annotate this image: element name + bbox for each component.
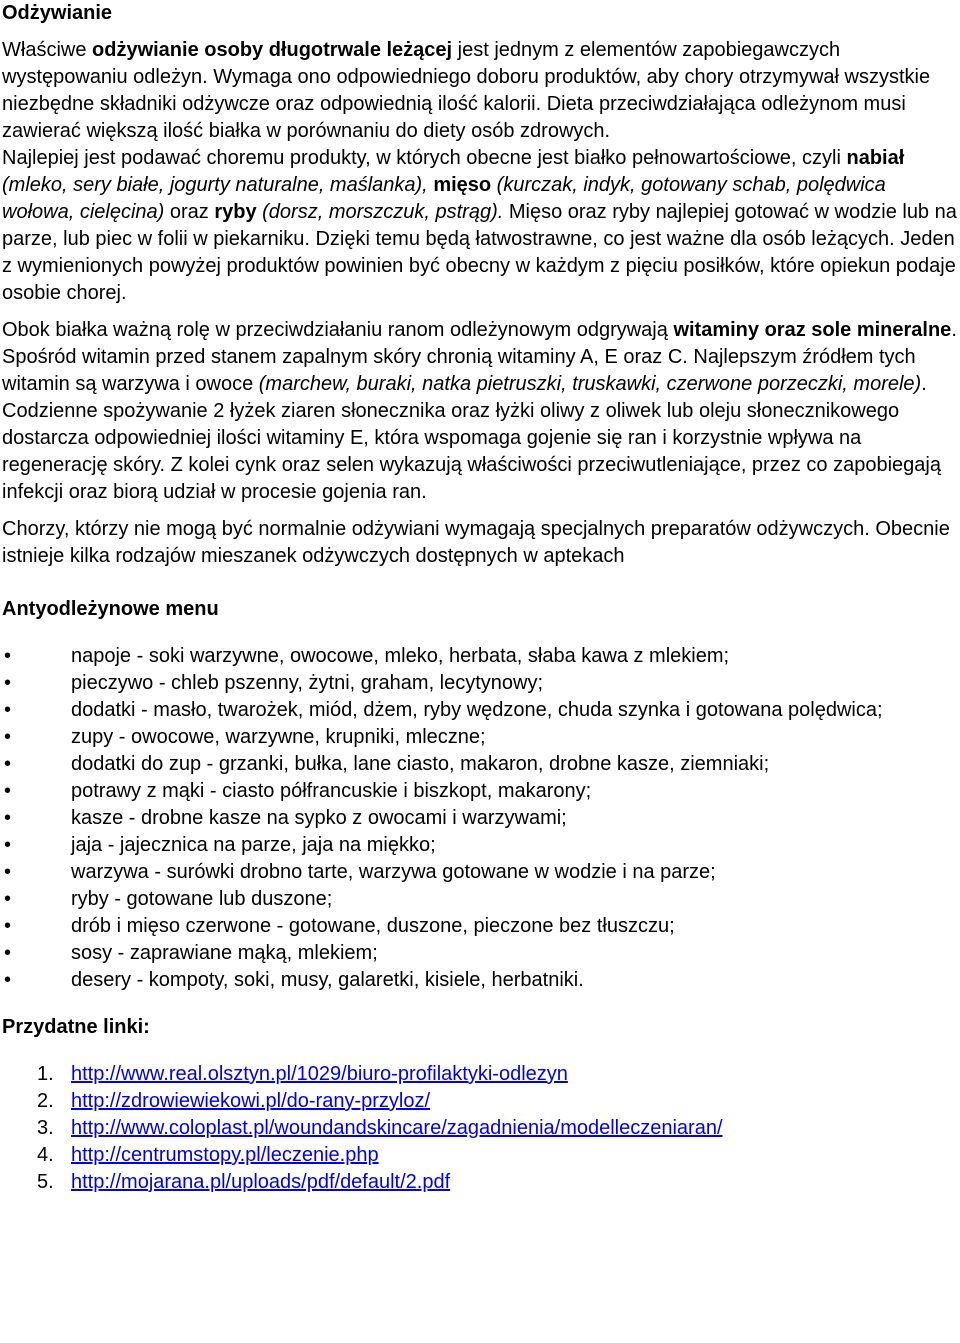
list-item	[2, 670, 958, 697]
text: Mięso oraz ryby najlepiej gotować w wodzie lub na parze, lub piec w folii w piekarniku. Dzięki temu będą łatwostrawne, co jest ważne dla osób leżących. Jeden z wymienionych powyżej produktów powinien być obecny w każdym z pięciu posiłków, które opiekun podaje osobie chorej.	[2, 201, 957, 304]
list-item	[2, 724, 958, 751]
bullet-icon: •	[4, 699, 12, 721]
list-item-text: ryby - gotowane lub duszone;	[71, 888, 333, 910]
list-item-text: dodatki do zup - grzanki, bułka, lane ciasto, makaron, drobne kasze, ziemniaki;	[71, 753, 770, 775]
list-item	[2, 913, 958, 940]
list-item	[2, 697, 958, 724]
bullet-icon: •	[4, 645, 12, 667]
bullet-icon: •	[4, 942, 12, 964]
list-item-text: sosy - zaprawiane mąką, mlekiem;	[71, 942, 378, 964]
link-number: 4.	[37, 1144, 54, 1166]
link-item	[2, 1088, 958, 1115]
hyperlink[interactable]: http://www.coloplast.pl/woundandskincare/zagadnienia/modelleczeniaran/	[71, 1117, 723, 1139]
list-item	[2, 643, 958, 670]
bullet-icon: •	[4, 726, 12, 748]
bold-text: nabiał	[846, 147, 905, 169]
bullet-icon: •	[4, 753, 12, 775]
text: Właściwe	[2, 39, 93, 61]
paragraph-vitamins	[2, 317, 958, 506]
text: . Spośród witamin przed stanem zapalnym skóry chronią witaminy A, E oraz C. Najlepszym źródłem tych witamin są warzywa i owoce	[2, 319, 957, 395]
text: jest jednym z elementów zapobiegawczych występowaniu odleżyn. Wymaga ono odpowiedniego doboru produktów, aby chory otrzymywał wszystkie niezbędne składniki odżywcze oraz odpowiednią ilość kalorii. Dieta przeciwdziałająca odleżynom musi zawierać większą ilość białka w porównaniu do diety osób zdrowych.	[2, 39, 931, 142]
list-item-text: kasze - drobne kasze na sypko z owocami i warzywami;	[71, 807, 567, 829]
list-item-text: zupy - owocowe, warzywne, krupniki, mleczne;	[71, 726, 486, 748]
list-item-text: jaja - jajecznica na parze, jaja na miękko;	[71, 834, 436, 856]
list-item-text: drób i mięso czerwone - gotowane, duszone, pieczone bez tłuszczu;	[71, 915, 675, 937]
link-item	[2, 1115, 958, 1142]
menu-list	[2, 643, 958, 994]
link-item	[2, 1061, 958, 1088]
paragraph-preparations: Chorzy, którzy nie mogą być normalnie odżywiani wymagają specjalnych preparatów odżywczych. Obecnie istnieje kilka rodzajów mieszanek odżywczych dostępnych w aptekach	[2, 518, 950, 567]
page-title: Odżywianie	[2, 2, 113, 24]
list-item	[2, 967, 958, 994]
text: Obok białka ważną rolę w przeciwdziałaniu ranom odleżynowym odgrywają	[2, 319, 674, 341]
italic-text: (kurczak, indyk, gotowany schab, polędwica wołowa, cielęcina)	[2, 174, 886, 223]
hyperlink[interactable]: http://centrumstopy.pl/leczenie.php	[71, 1144, 379, 1166]
menu-heading: Antyodleżynowe menu	[2, 598, 219, 620]
list-item	[2, 886, 958, 913]
text: oraz	[164, 201, 215, 223]
link-number: 2.	[37, 1090, 54, 1112]
list-item-text: potrawy z mąki - ciasto półfrancuskie i biszkopt, makarony;	[71, 780, 592, 802]
hyperlink[interactable]: http://zdrowiewiekowi.pl/do-rany-przyloz/	[71, 1090, 431, 1112]
bullet-icon: •	[4, 672, 12, 694]
list-item	[2, 778, 958, 805]
italic-text: (dorsz, morszczuk, pstrąg).	[256, 201, 504, 223]
bullet-icon: •	[4, 915, 12, 937]
bullet-icon: •	[4, 807, 12, 829]
bullet-icon: •	[4, 834, 12, 856]
bold-text: witaminy oraz sole mineralne	[673, 319, 952, 341]
italic-text: (marchew, buraki, natka pietruszki, truskawki, czerwone porzeczki, morele)	[258, 373, 922, 395]
bullet-icon: •	[4, 888, 12, 910]
links-heading: Przydatne linki:	[2, 1016, 150, 1038]
text: Najlepiej jest podawać choremu produkty, w których obecne jest białko pełnowartościowe, czyli	[2, 147, 847, 169]
hyperlink[interactable]: http://www.real.olsztyn.pl/1029/biuro-profilaktyki-odlezyn	[71, 1063, 568, 1085]
paragraph-protein	[2, 145, 958, 307]
bullet-icon: •	[4, 780, 12, 802]
list-item	[2, 940, 958, 967]
list-item	[2, 805, 958, 832]
link-number: 3.	[37, 1117, 54, 1139]
paragraph-intro	[2, 37, 958, 145]
list-item	[2, 751, 958, 778]
text: . Codzienne spożywanie 2 łyżek ziaren słonecznika oraz łyżki oliwy z oliwek lub oleju słonecznikowego dostarcza odpowiedniej ilości witaminy E, która wspomaga gojenie się ran i korzystnie wpływa na regenerację skóry. Z kolei cynk oraz selen wykazują właściwości przeciwutleniające, przez co zapobiegają infekcji oraz biorą udział w procesie gojenia ran.	[2, 373, 941, 503]
list-item-text: desery - kompoty, soki, musy, galaretki, kisiele, herbatniki.	[71, 969, 584, 991]
bold-text: mięso	[433, 174, 492, 196]
bold-text: ryby	[214, 201, 257, 223]
list-item	[2, 832, 958, 859]
link-number: 5.	[37, 1171, 54, 1193]
list-item-text: pieczywo - chleb pszenny, żytni, graham, lecytynowy;	[71, 672, 544, 694]
italic-text: (mleko, sery białe, jogurty naturalne, maślanka),	[2, 174, 428, 196]
links-list	[2, 1061, 958, 1196]
link-item	[2, 1142, 958, 1169]
link-number: 1.	[37, 1063, 54, 1085]
hyperlink[interactable]: http://mojarana.pl/uploads/pdf/default/2.pdf	[71, 1171, 451, 1193]
list-item-text: dodatki - masło, twarożek, miód, dżem, ryby wędzone, chuda szynka i gotowana polędwica;	[71, 699, 883, 721]
list-item-text: warzywa - surówki drobno tarte, warzywa gotowane w wodzie i na parze;	[71, 861, 716, 883]
list-item-text: napoje - soki warzywne, owocowe, mleko, herbata, słaba kawa z mlekiem;	[71, 645, 730, 667]
bullet-icon: •	[4, 861, 12, 883]
list-item	[2, 859, 958, 886]
bold-text: odżywianie osoby długotrwale leżącej	[92, 39, 453, 61]
link-item	[2, 1169, 958, 1196]
bullet-icon: •	[4, 969, 12, 991]
